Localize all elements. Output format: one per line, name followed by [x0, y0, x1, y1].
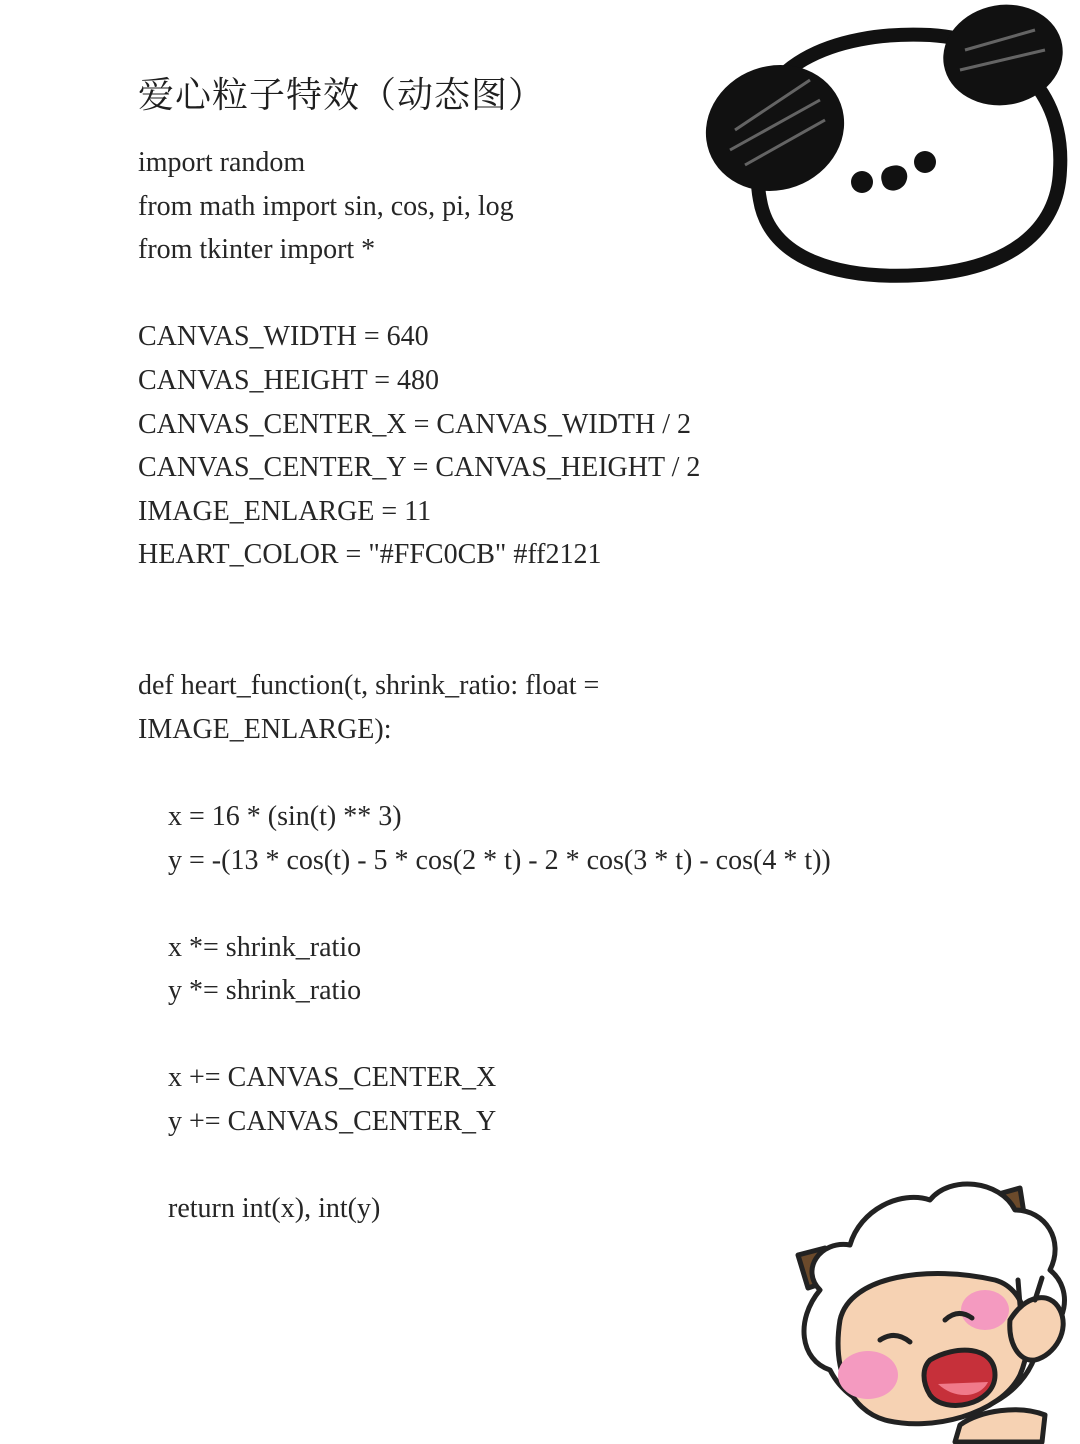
blank-line [138, 751, 918, 795]
code-line: x *= shrink_ratio [168, 931, 362, 963]
blank-line [138, 882, 918, 926]
panda-doodle-icon [690, 0, 1080, 300]
code-line: def heart_function(t, shrink_ratio: float = [138, 670, 600, 702]
code-line: return int(x), int(y) [168, 1193, 381, 1225]
code-line: from math import sin, cos, pi, log [138, 190, 514, 222]
code-line: IMAGE_ENLARGE = 11 [138, 495, 432, 527]
page-title: 爱心粒子特效（动态图） [138, 75, 546, 116]
blank-line [138, 621, 918, 665]
code-line: x += CANVAS_CENTER_X [168, 1062, 497, 1094]
laughing-sheep-icon [780, 1170, 1080, 1444]
code-block [138, 141, 918, 1231]
code-line: CANVAS_CENTER_Y = CANVAS_HEIGHT / 2 [138, 452, 701, 484]
code-line: x = 16 * (sin(t) ** 3) [168, 800, 402, 832]
code-line: HEART_COLOR = "#FFC0CB" #ff2121 [138, 539, 602, 571]
code-line: import random [138, 147, 306, 178]
code-line: CANVAS_HEIGHT = 480 [138, 364, 439, 396]
code-line: from tkinter import * [138, 234, 376, 266]
code-line: y = -(13 * cos(t) - 5 * cos(2 * t) - 2 * cos(3 * t) - cos(4 * t)) [168, 844, 831, 876]
code-line: IMAGE_ENLARGE): [138, 713, 392, 745]
code-line: y *= shrink_ratio [168, 975, 362, 1007]
code-line: y += CANVAS_CENTER_Y [168, 1106, 497, 1138]
blank-line [138, 577, 918, 621]
code-line: CANVAS_CENTER_X = CANVAS_WIDTH / 2 [138, 408, 692, 440]
blank-line [138, 1013, 918, 1057]
code-line: CANVAS_WIDTH = 640 [138, 321, 429, 353]
